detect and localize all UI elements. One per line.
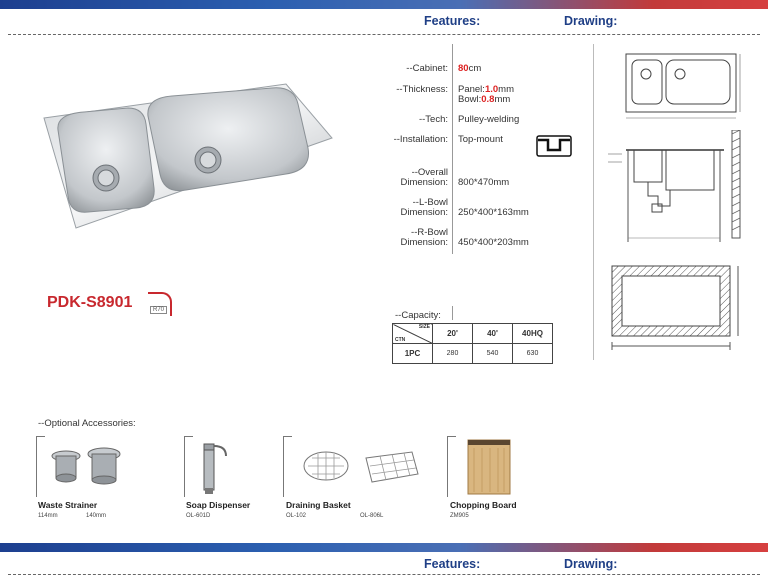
bottom-dashed-divider	[8, 574, 760, 575]
sink-top-view-drawing	[622, 50, 752, 130]
accessory-code: OL-102	[286, 513, 307, 519]
sink-section-drawing	[600, 130, 750, 250]
col-40hq: 40HQ	[513, 324, 553, 344]
bottom-color-band	[0, 543, 768, 552]
cutout-template-drawing	[608, 262, 748, 362]
corner-size: SIZE	[418, 324, 430, 330]
overall-label-2: Dimension:	[400, 177, 448, 188]
accessory-bracket	[283, 436, 292, 497]
accessory-code: ZM905	[450, 513, 469, 519]
tech-label: --Tech:	[418, 114, 448, 125]
lbowl-label-1: --L-Bowl	[412, 197, 448, 208]
accessory-name: Draining Basket	[286, 500, 351, 510]
col-40ft: 40'	[473, 324, 513, 344]
rbowl-label-2: Dimension:	[400, 237, 448, 248]
table-corner-cell	[393, 324, 433, 344]
thickness-label: --Thickness:	[396, 84, 448, 95]
capacity-divider	[452, 306, 453, 320]
accessory-bracket	[184, 436, 193, 497]
waste-strainer-image	[46, 442, 126, 492]
accessory-name: Chopping Board	[450, 500, 517, 510]
accessory-code: OL-806L	[360, 513, 384, 519]
rbowl-value: 450*400*203mm	[458, 237, 529, 248]
footer-drawing-heading: Drawing:	[564, 557, 618, 571]
model-number: PDK-S8901	[47, 294, 133, 311]
panel-thickness: Panel:1.0mm	[458, 84, 514, 95]
drawing-divider	[593, 44, 594, 360]
chopping-board-image	[464, 438, 514, 496]
bowl-thickness: Bowl:0.8mm	[458, 94, 511, 105]
cell-40hq: 630	[513, 344, 553, 364]
accessory-name: Soap Dispenser	[186, 500, 251, 510]
table-row	[393, 344, 553, 364]
top-dashed-divider	[8, 34, 760, 35]
soap-dispenser-image	[196, 440, 236, 496]
accessory-code: OL-601D	[186, 513, 211, 519]
cabinet-value: 80cm	[458, 63, 482, 74]
radius-badge-label: R70	[150, 306, 167, 314]
rbowl-label-1: --R-Bowl	[411, 227, 448, 238]
lbowl-label-2: Dimension:	[400, 207, 448, 218]
installation-value: Top-mount	[458, 134, 503, 145]
cell-40ft: 540	[473, 344, 513, 364]
draining-basket-image	[300, 444, 424, 490]
installation-label: --Installation:	[393, 134, 448, 145]
accessory-code: 114mm	[38, 513, 58, 519]
table-row	[393, 324, 553, 344]
accessories-title: --Optional Accessories:	[38, 418, 136, 429]
capacity-table	[392, 323, 553, 364]
accessory-name: Waste Strainer	[38, 500, 98, 510]
top-mount-icon	[536, 134, 572, 158]
accessory-bracket	[36, 436, 45, 497]
overall-value: 800*470mm	[458, 177, 510, 188]
col-20ft: 20'	[433, 324, 473, 344]
tech-value: Pulley-welding	[458, 114, 520, 125]
features-heading: Features:	[424, 14, 481, 28]
cabinet-label: --Cabinet:	[406, 63, 448, 74]
accessory-bracket	[447, 436, 456, 497]
spec-divider	[452, 44, 453, 254]
drawing-heading: Drawing:	[564, 14, 618, 28]
overall-label-1: --Overall	[411, 167, 448, 178]
sink-product-image	[36, 78, 336, 238]
row-label: 1PC	[393, 344, 433, 364]
accessory-code: 140mm	[86, 513, 107, 519]
top-color-band	[0, 0, 768, 9]
cell-20ft: 280	[433, 344, 473, 364]
lbowl-value: 250*400*163mm	[458, 207, 529, 218]
capacity-label: --Capacity:	[395, 310, 441, 321]
corner-ctn: CTN	[395, 337, 406, 343]
footer-features-heading: Features:	[424, 557, 481, 571]
